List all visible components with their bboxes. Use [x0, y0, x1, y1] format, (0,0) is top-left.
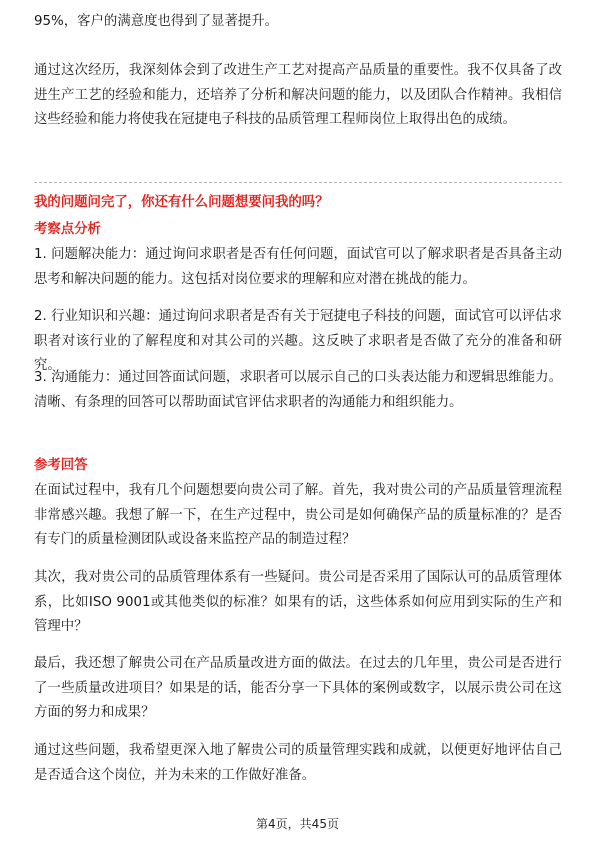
- answer-paragraph-4: 通过这些问题，我希望更深入地了解贵公司的质量管理实践和成就，以便更好地评估自己是否适合这个岗位，并为未来的工作做好准备。: [34, 743, 562, 783]
- question-title: 我的问题问完了，你还有什么问题想要问我的吗？: [34, 195, 329, 210]
- analysis-item-3: 3. 沟通能力：通过回答面试问题，求职者可以展示自己的口头表达能力和逻辑思维能力。清晰、有条理的回答可以帮助面试官评估求职者的沟通能力和组织能力。: [34, 370, 562, 410]
- analysis-item-1: 1. 问题解决能力：通过询问求职者是否有任何问题，面试官可以了解求职者是否具备主动思考和解决问题的能力。这包括对岗位要求的理解和应对潜在挑战的能力。: [34, 247, 562, 287]
- analysis-heading: 考察点分析: [34, 222, 101, 237]
- analysis-item-2: 2. 行业知识和兴趣：通过询问求职者是否有关于冠捷电子科技的问题，面试官可以评估求职者对该行业的了解程度和对其公司的兴趣。这反映了求职者是否做了充分的准备和研究。: [34, 309, 562, 373]
- answer-paragraph-1: 在面试过程中，我有几个问题想要向贵公司了解。首先，我对贵公司的产品质量管理流程非常感兴趣。我想了解一下，在生产过程中，贵公司是如何确保产品的质量标准的？是否有专门的质量检测团队或设备来监控产品的制造过程？: [34, 483, 562, 547]
- section-divider: [34, 182, 562, 183]
- intro-paragraph-2: 通过这次经历，我深刻体会到了改进生产工艺对提高产品质量的重要性。我不仅具备了改进生产工艺的经验和能力，还培养了分析和解决问题的能力，以及团队合作精神。我相信这些经验和能力将使我在冠捷电子科技的品质管理工程师岗位上取得出色的成绩。: [34, 63, 562, 127]
- answer-paragraph-2: 其次，我对贵公司的品质管理体系有一些疑问。贵公司是否采用了国际认可的品质管理体系，比如ISO 9001或其他类似的标准？如果有的话，这些体系如何应用到实际的生产和管理中？: [34, 570, 562, 634]
- answer-heading: 参考回答: [34, 458, 88, 473]
- page-number: 第4页，共45页: [256, 817, 339, 831]
- intro-paragraph-1: 95%，客户的满意度也得到了显著提升。: [34, 14, 279, 29]
- answer-paragraph-3: 最后，我还想了解贵公司在产品质量改进方面的做法。在过去的几年里，贵公司是否进行了一些质量改进项目？如果是的话，能否分享一下具体的案例或数字，以展示贵公司在这方面的努力和成果？: [34, 656, 562, 720]
